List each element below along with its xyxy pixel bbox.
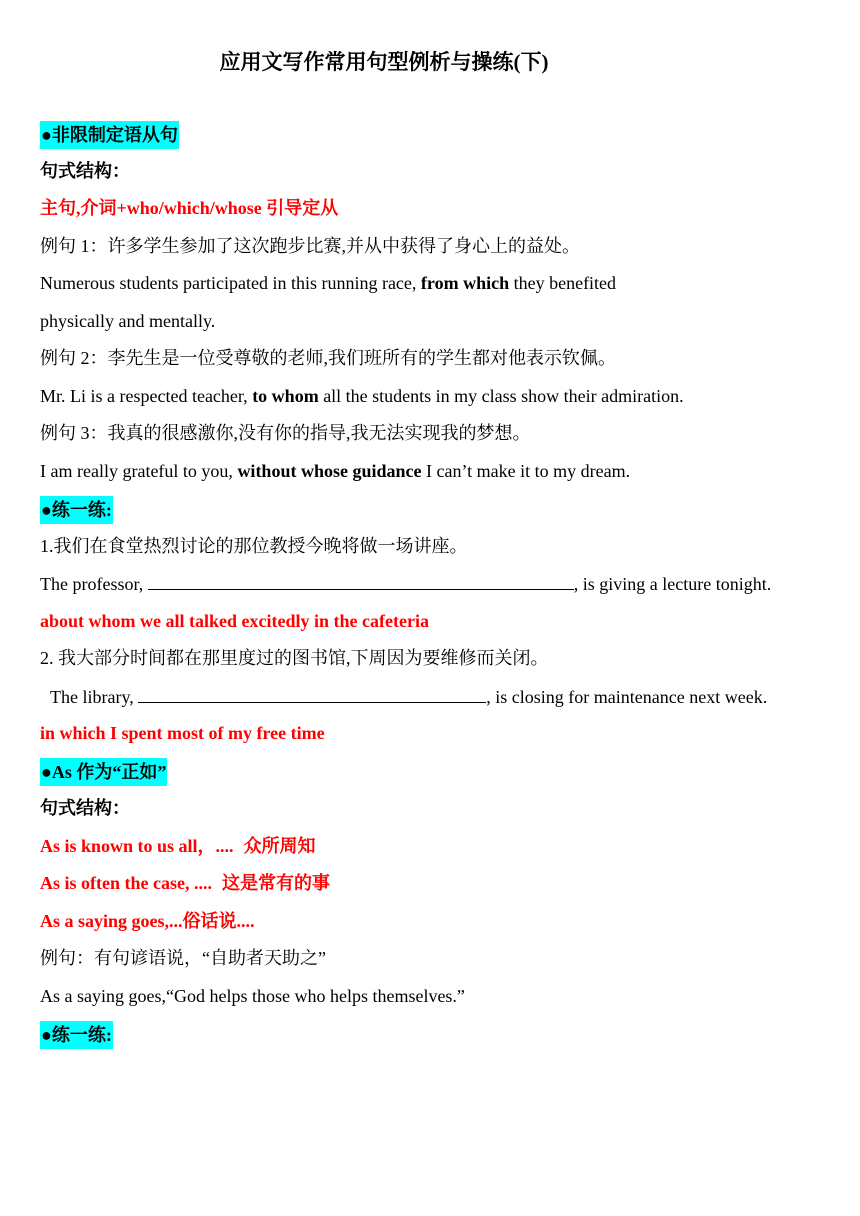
section-heading-nonrestrictive: ●非限制定语从句 xyxy=(40,121,179,149)
example1-cn: 例句 1：许多学生参加了这次跑步比赛,并从中获得了身心上的益处。 xyxy=(40,235,580,256)
pattern1-en: As is known to us all，.... xyxy=(40,835,234,856)
section-heading-as: ●As 作为“正如” xyxy=(40,758,167,786)
practice-heading: ●练一练: xyxy=(40,1021,113,1049)
example1-en xyxy=(40,265,840,303)
pattern2-en: As is often the case, .... xyxy=(40,873,212,893)
example1-en-keyword: from which xyxy=(420,273,510,293)
pattern-line xyxy=(40,828,840,866)
answer-blank[interactable] xyxy=(148,565,574,590)
pattern-line: 主句,介词+who/which/whose 引导定从 xyxy=(40,198,339,218)
example1-en-line2: physically and mentally. xyxy=(40,310,216,331)
example2-en xyxy=(40,378,840,416)
practice-heading-line xyxy=(40,1015,840,1053)
practice-q1-before: The professor, xyxy=(40,574,148,594)
practice-q2-answer: in which I spent most of my free time xyxy=(40,723,325,743)
example3-en-before: I am really grateful to you, xyxy=(40,460,238,481)
structure-label: 句式结构： xyxy=(40,160,130,181)
pattern1-cn: 众所周知 xyxy=(243,835,316,856)
example-cn: 例句：有句谚语说，“自助者天助之” xyxy=(40,948,326,968)
pattern2-cn: 这是常有的事 xyxy=(221,873,330,893)
example2-en-after: all the students in my class show their admiration. xyxy=(318,385,684,406)
pattern-line xyxy=(40,865,840,903)
example2-en-keyword: to whom xyxy=(252,385,319,406)
example3-cn: 例句 3：我真的很感激你,没有你的指导,我无法实现我的梦想。 xyxy=(40,423,531,443)
document-body xyxy=(40,115,840,1053)
answer-blank[interactable] xyxy=(138,678,486,703)
section-heading-line xyxy=(40,753,840,791)
practice-q1-answer: about whom we all talked excitedly in the cafeteria xyxy=(40,610,429,631)
practice-q2-before: The library, xyxy=(50,686,139,707)
practice-heading-line xyxy=(40,490,840,528)
practice-q2-after: , is closing for maintenance next week. xyxy=(486,686,768,707)
practice-q1-en xyxy=(40,565,840,603)
practice-q2-cn: 2. 我大部分时间都在那里度过的图书馆,下周因为要维修而关闭。 xyxy=(40,648,549,668)
practice-q2-en xyxy=(40,678,840,716)
example2-cn: 例句 2：李先生是一位受尊敬的老师,我们班所有的学生都对他表示钦佩。 xyxy=(40,348,616,368)
pattern-line: As a saying goes,...俗话说.... xyxy=(40,910,255,931)
example-en: As a saying goes,“God helps those who helps themselves.” xyxy=(40,985,465,1006)
example3-en xyxy=(40,453,840,491)
example1-en-before: Numerous students participated in this running race, xyxy=(40,273,421,293)
page-title: 应用文写作常用句型例析与操练(下) xyxy=(219,50,549,74)
structure-label: 句式结构： xyxy=(40,798,130,818)
practice-heading: ●练一练: xyxy=(40,496,113,524)
example1-en-after: they benefited xyxy=(509,273,617,293)
section-heading-line xyxy=(40,115,840,153)
example3-en-keyword: without whose guidance xyxy=(237,460,422,481)
example2-en-before: Mr. Li is a respected teacher, xyxy=(40,385,253,406)
example3-en-after: I can’t make it to my dream. xyxy=(421,460,631,481)
practice-q1-cn: 1.我们在食堂热烈讨论的那位教授今晚将做一场讲座。 xyxy=(40,535,468,556)
practice-q1-after: , is giving a lecture tonight. xyxy=(573,574,772,594)
